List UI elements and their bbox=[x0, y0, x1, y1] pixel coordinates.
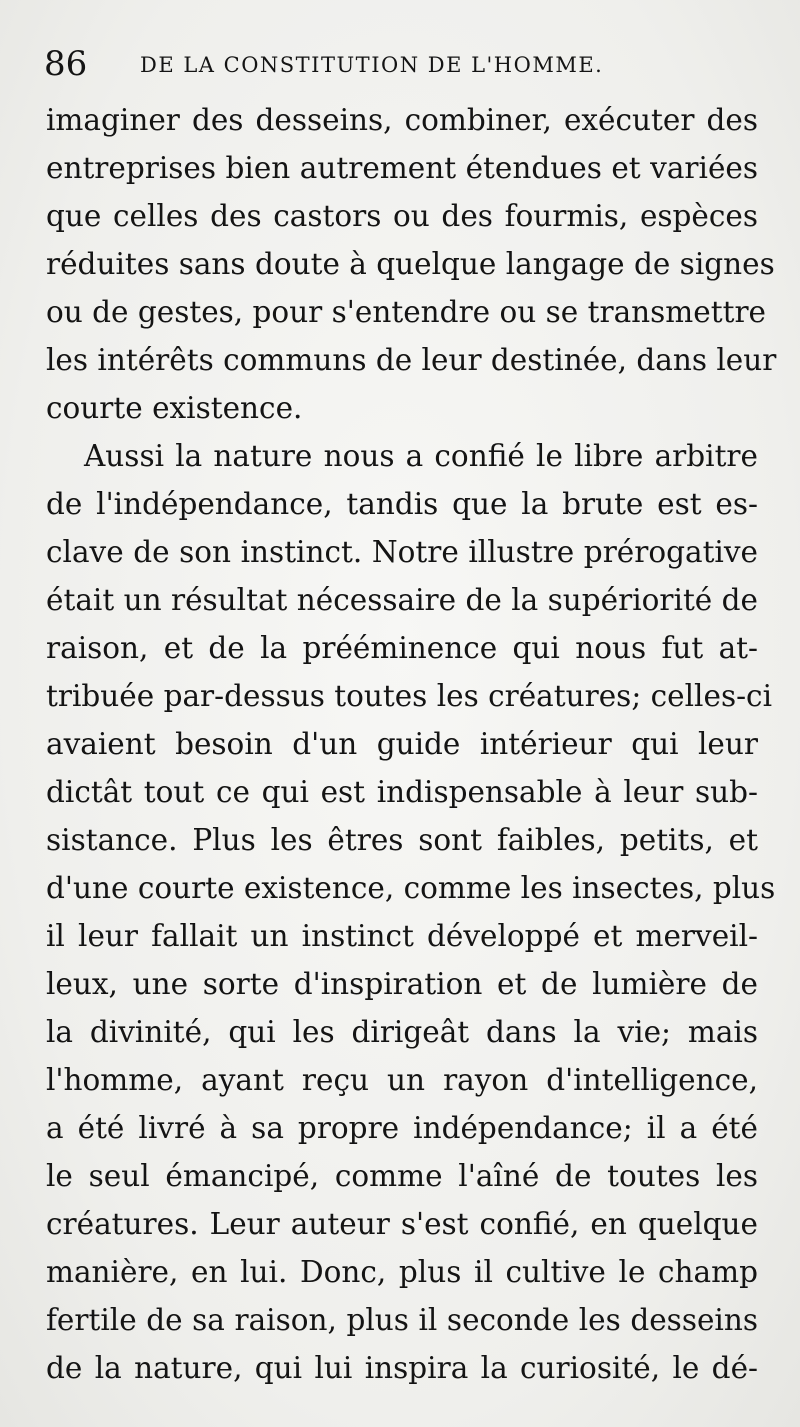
paragraph-end-line: courte existence. bbox=[46, 391, 303, 425]
text-line: réduites sans doute à quelque langage de signes bbox=[46, 247, 775, 281]
text-line: la divinité, qui les dirigeât dans la vie; mais bbox=[46, 1015, 758, 1049]
text-line: manière, en lui. Donc, plus il cultive le champ bbox=[46, 1255, 758, 1289]
text-line: d'une courte existence, comme les insectes, plus bbox=[46, 871, 776, 905]
text-line: a été livré à sa propre indépendance; il a été bbox=[46, 1111, 758, 1145]
text-line: de l'indépendance, tandis que la brute est es- bbox=[46, 487, 758, 521]
text-line: imaginer des desseins, combiner, exécuter des bbox=[46, 103, 758, 137]
text-line: dictât tout ce qui est indispensable à leur sub- bbox=[46, 775, 758, 809]
text-line: tribuée par-dessus toutes les créatures; celles-ci bbox=[46, 679, 773, 713]
page-header bbox=[44, 40, 756, 88]
text-line: fertile de sa raison, plus il seconde les desseins bbox=[46, 1303, 758, 1337]
text-line: ou de gestes, pour s'entendre ou se transmettre bbox=[46, 295, 766, 329]
text-line: l'homme, ayant reçu un rayon d'intelligence, bbox=[46, 1063, 758, 1097]
text-line: que celles des castors ou des fourmis, espèces bbox=[46, 199, 758, 233]
text-line: raison, et de la prééminence qui nous fut at- bbox=[46, 631, 758, 665]
text-line: avaient besoin d'un guide intérieur qui leur bbox=[46, 727, 758, 761]
text-line: leux, une sorte d'inspiration et de lumière de bbox=[46, 967, 758, 1001]
text-line: de la nature, qui lui inspira la curiosité, le dé- bbox=[46, 1351, 758, 1385]
body-text bbox=[46, 96, 777, 1392]
text-line: le seul émancipé, comme l'aîné de toutes les bbox=[46, 1159, 758, 1193]
text-line: sistance. Plus les êtres sont faibles, petits, et bbox=[46, 823, 758, 857]
text-line: il leur fallait un instinct développé et merveil- bbox=[46, 919, 758, 953]
page-number: 86 bbox=[44, 44, 88, 84]
text-line: entreprises bien autrement étendues et variées bbox=[46, 151, 758, 185]
text-line: était un résultat nécessaire de la supériorité de bbox=[46, 583, 758, 617]
text-line: créatures. Leur auteur s'est confié, en quelque bbox=[46, 1207, 758, 1241]
text-line: les intérêts communs de leur destinée, dans leur bbox=[46, 343, 777, 377]
text-line: clave de son instinct. Notre illustre prérogative bbox=[46, 535, 758, 569]
paragraph-start-line: Aussi la nature nous a confié le libre arbitre bbox=[84, 439, 758, 473]
running-title: DE LA CONSTITUTION DE L'HOMME. bbox=[140, 53, 604, 77]
